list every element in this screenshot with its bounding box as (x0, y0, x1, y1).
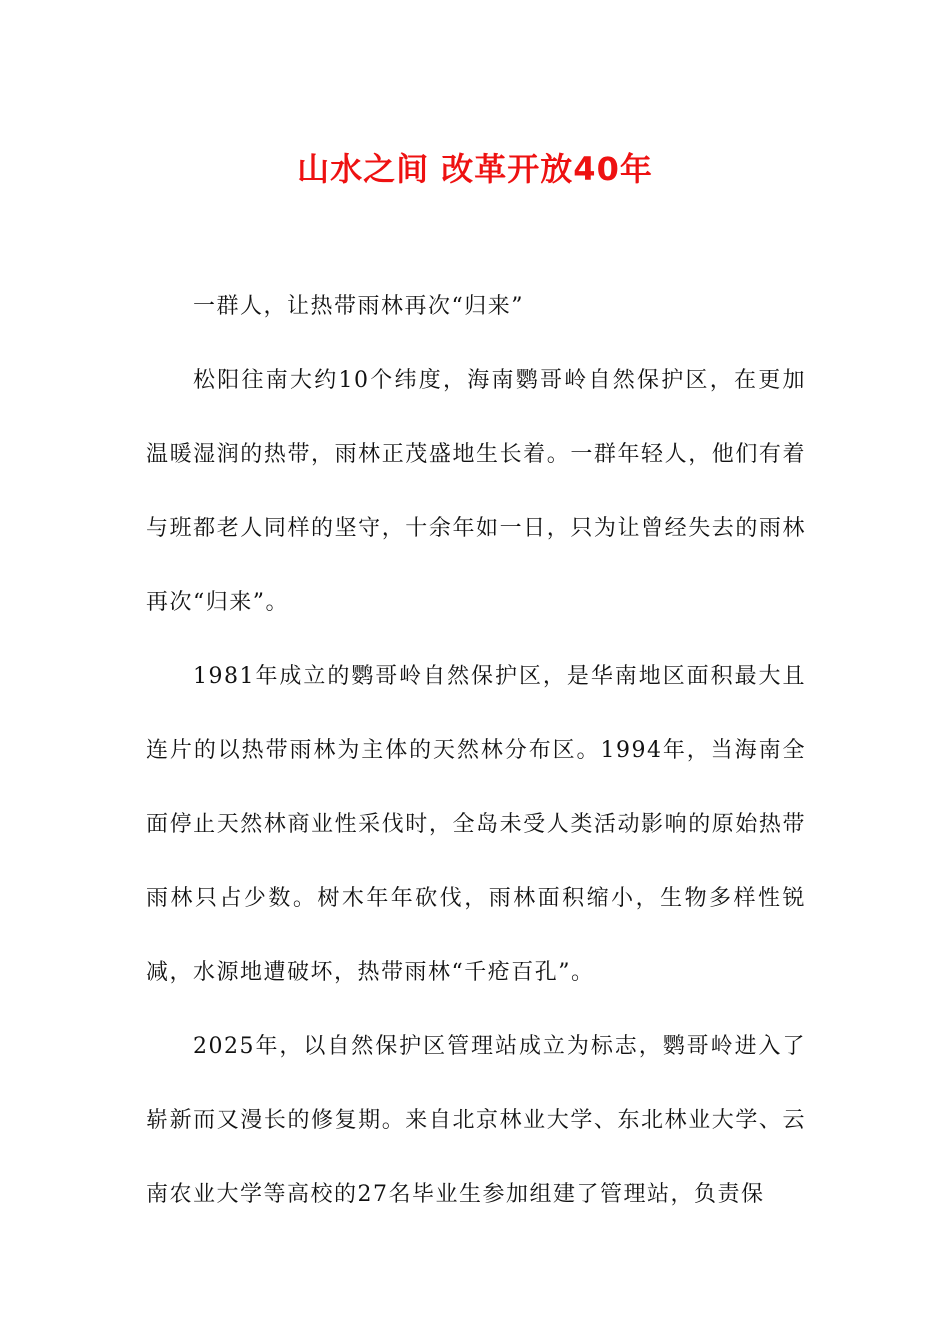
body-paragraph: 松阳往南大约10个纬度，海南鹦哥岭自然保护区，在更加温暖湿润的热带，雨林正茂盛地生长着。一群年轻人，他们有着与班都老人同样的坚守，十余年如一日，只为让曾经失去的雨林再次“归来”。 (146, 368, 806, 615)
body-paragraph: 2025年，以自然保护区管理站成立为标志，鹦哥岭进入了崭新而又漫长的修复期。来自北京林业大学、东北林业大学、云南农业大学等高校的27名毕业生参加组建了管理站，负责保 (146, 1034, 806, 1207)
document-body (146, 270, 806, 1232)
document-title: 山水之间 改革开放40年 (297, 150, 653, 188)
body-paragraph: 1981年成立的鹦哥岭自然保护区，是华南地区面积最大且连片的以热带雨林为主体的天然林分布区。1994年，当海南全面停止天然林商业性采伐时，全岛未受人类活动影响的原始热带雨林只占少数。树木年年砍伐，雨林面积缩小，生物多样性锐减，水源地遭破坏，热带雨林“千疮百孔”。 (146, 664, 806, 985)
subheading-paragraph: 一群人，让热带雨林再次“归来” (193, 294, 524, 319)
